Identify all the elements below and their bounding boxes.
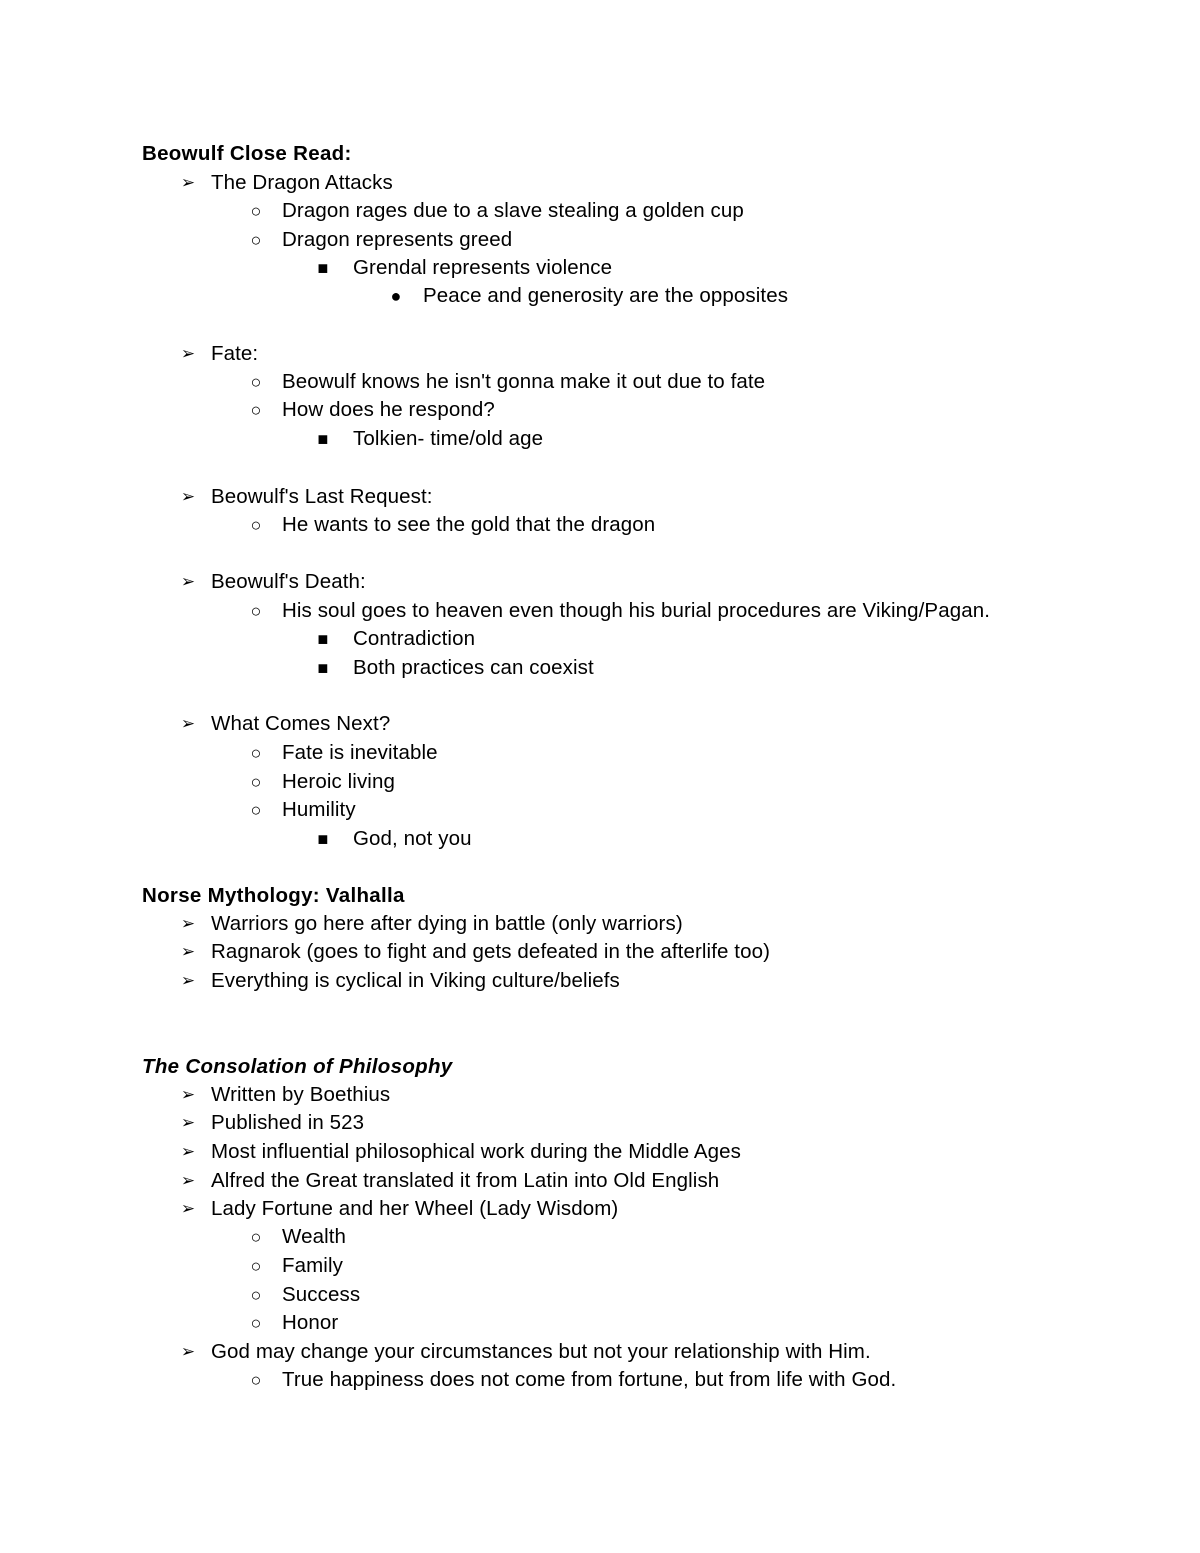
list-item-text: Published in 523: [211, 1111, 365, 1134]
list-item-text: Heroic living: [282, 770, 395, 793]
hollow-circle-bullet-icon: ○: [250, 1370, 262, 1390]
list-item-text: Tolkien- time/old age: [353, 427, 544, 450]
arrow-bullet-icon: ➢: [180, 1171, 196, 1190]
arrow-bullet-icon: ➢: [180, 714, 196, 733]
hollow-circle-bullet-icon: ○: [250, 400, 262, 420]
list-item-text: The Dragon Attacks: [211, 171, 393, 194]
hollow-circle-bullet-icon: ○: [250, 800, 262, 820]
hollow-circle-bullet-icon: ○: [250, 201, 262, 221]
square-bullet-icon: ■: [317, 658, 329, 678]
hollow-circle-bullet-icon: ○: [250, 1285, 262, 1305]
list-item-text: Beowulf's Death:: [211, 570, 366, 593]
arrow-bullet-icon: ➢: [180, 1085, 196, 1104]
list-item-text: He wants to see the gold that the dragon: [282, 513, 656, 536]
list-item-text: Most influential philosophical work during the Middle Ages: [211, 1140, 741, 1163]
list-item-text: Beowulf's Last Request:: [211, 485, 433, 508]
filled-circle-bullet-icon: ●: [390, 286, 402, 306]
list-item-text: God, not you: [353, 827, 472, 850]
square-bullet-icon: ■: [317, 429, 329, 449]
hollow-circle-bullet-icon: ○: [250, 230, 262, 250]
square-bullet-icon: ■: [317, 258, 329, 278]
arrow-bullet-icon: ➢: [180, 344, 196, 363]
list-item-text: Everything is cyclical in Viking culture/beliefs: [211, 969, 620, 992]
list-item-text: Family: [282, 1254, 343, 1277]
list-item-text: Grendal represents violence: [353, 256, 613, 279]
arrow-bullet-icon: ➢: [180, 971, 196, 990]
hollow-circle-bullet-icon: ○: [250, 743, 262, 763]
list-item-text: Alfred the Great translated it from Latin into Old English: [211, 1169, 720, 1192]
hollow-circle-bullet-icon: ○: [250, 1227, 262, 1247]
list-item-text: Wealth: [282, 1225, 347, 1248]
section-heading-norse: Norse Mythology: Valhalla: [142, 884, 405, 907]
list-item-text: Ragnarok (goes to fight and gets defeated in the afterlife too): [211, 940, 771, 963]
list-item-text: Both practices can coexist: [353, 656, 594, 679]
hollow-circle-bullet-icon: ○: [250, 772, 262, 792]
hollow-circle-bullet-icon: ○: [250, 515, 262, 535]
list-item-text: Lady Fortune and her Wheel (Lady Wisdom): [211, 1197, 619, 1220]
list-item-text: Written by Boethius: [211, 1083, 391, 1106]
section-heading-beowulf: Beowulf Close Read:: [142, 142, 352, 165]
list-item-text: His soul goes to heaven even though his burial procedures are Viking/Pagan.: [282, 599, 990, 622]
arrow-bullet-icon: ➢: [180, 1199, 196, 1218]
list-item-text: Fate:: [211, 342, 259, 365]
list-item-text: Peace and generosity are the opposites: [423, 284, 789, 307]
list-item-text: Contradiction: [353, 627, 476, 650]
section-heading-consolation: The Consolation of Philosophy: [142, 1055, 453, 1078]
list-item-text: God may change your circumstances but not your relationship with Him.: [211, 1340, 871, 1363]
hollow-circle-bullet-icon: ○: [250, 1313, 262, 1333]
list-item-text: Success: [282, 1283, 361, 1306]
arrow-bullet-icon: ➢: [180, 487, 196, 506]
hollow-circle-bullet-icon: ○: [250, 601, 262, 621]
list-item-text: What Comes Next?: [211, 712, 391, 735]
arrow-bullet-icon: ➢: [180, 572, 196, 591]
square-bullet-icon: ■: [317, 829, 329, 849]
arrow-bullet-icon: ➢: [180, 1342, 196, 1361]
square-bullet-icon: ■: [317, 629, 329, 649]
list-item-text: Humility: [282, 798, 356, 821]
list-item-text: Beowulf knows he isn't gonna make it out due to fate: [282, 370, 766, 393]
hollow-circle-bullet-icon: ○: [250, 1256, 262, 1276]
list-item-text: Warriors go here after dying in battle (only warriors): [211, 912, 683, 935]
arrow-bullet-icon: ➢: [180, 942, 196, 961]
list-item-text: How does he respond?: [282, 398, 495, 421]
list-item-text: Fate is inevitable: [282, 741, 438, 764]
arrow-bullet-icon: ➢: [180, 1113, 196, 1132]
list-item-text: True happiness does not come from fortune, but from life with God.: [282, 1368, 897, 1391]
list-item-text: Dragon rages due to a slave stealing a golden cup: [282, 199, 744, 222]
list-item-text: Honor: [282, 1311, 339, 1334]
arrow-bullet-icon: ➢: [180, 914, 196, 933]
hollow-circle-bullet-icon: ○: [250, 372, 262, 392]
arrow-bullet-icon: ➢: [180, 1142, 196, 1161]
arrow-bullet-icon: ➢: [180, 173, 196, 192]
list-item-text: Dragon represents greed: [282, 228, 513, 251]
